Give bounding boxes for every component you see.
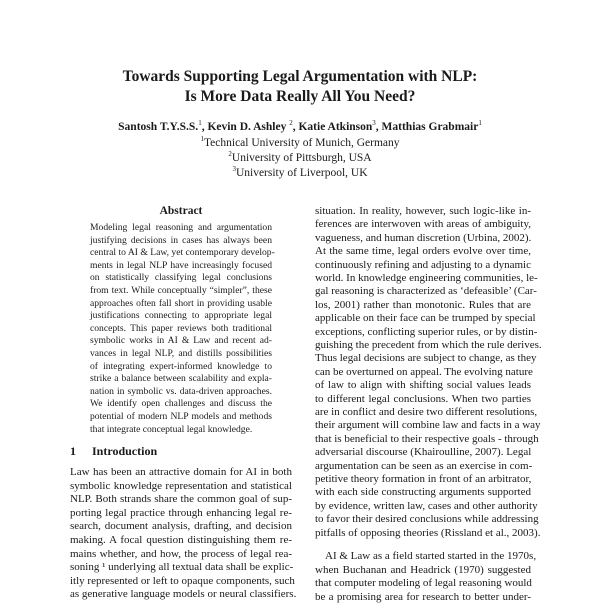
text-line: when Buchanan and Headrick (1970) suggested	[315, 563, 531, 576]
section-heading: 1 Introduction	[70, 444, 158, 458]
text-line: gal reasoning is characterized as ‘defeasible’ (Car-	[315, 285, 537, 298]
text-line: that is beneficial to their respective goals - through	[315, 432, 539, 445]
text-line: are in conflict and desire two different resolutions,	[315, 406, 538, 418]
text-line: that integrate conceptual legal knowledge.	[90, 423, 253, 435]
text-line: applicable on their face can be trumped by special	[315, 312, 536, 325]
text-line: from text. While conceptually “simpler”, these	[90, 285, 272, 296]
author: Katie Atkinson$^3$	[298, 119, 376, 133]
text-line: concepts. This paper reviews both traditional	[90, 322, 272, 334]
author-list: Santosh T.Y.S.S.$^1$, Kevin D. Ashley $^2$, Katie Atkinson$^3$, Matthias Grabmair$^1$	[118, 119, 482, 133]
text-line: ments in legal NLP have increasingly focused	[90, 259, 272, 271]
text-line: mains whether, and how, the process of legal rea-	[70, 547, 292, 560]
text-line: Thus legal decisions are subject to change, as they	[315, 352, 537, 365]
text-line: petitive theory formation in front of an arbitrator,	[315, 473, 532, 485]
text-line: AI & Law as a field started started in the 1970s,	[325, 550, 537, 562]
affiliation: $^3$University of Liverpool, UK	[232, 165, 368, 179]
text-line: symbolic knowledge representation and statistical	[70, 479, 292, 492]
author: Matthias Grabmair$^1$	[381, 119, 482, 133]
text-line: At the same time, legal orders evolve over time,	[315, 245, 531, 258]
text-line: NLP. Both strands share the common goal of sup-	[70, 493, 292, 506]
text-line: Modeling legal reasoning and argumentation	[90, 222, 272, 233]
text-line: Law has been an attractive domain for AI in both	[70, 466, 292, 478]
text-line: We identify open challenges and discuss the	[90, 398, 272, 410]
text-line: with each side constructing arguments supported	[315, 486, 531, 499]
text-line: by evidence, written law, cases and other authority	[315, 499, 538, 512]
text-line: nation in symbolic vs. data-driven approaches.	[90, 385, 272, 397]
text-line: world. In knowledge engineering communities, le-	[315, 272, 538, 284]
text-line: continuously refining and adjusting to a dynamic	[315, 258, 531, 271]
text-line: of integrating expert-informed knowledge to	[90, 360, 272, 372]
text-line: their argument will combine law and facts in a way	[315, 419, 541, 432]
text-line: making. A focal question distinguishing them re-	[70, 534, 292, 546]
text-line: that computer modeling of legal reasoning would	[315, 577, 532, 590]
text-line: vances in legal NLP, and distills possibilities	[90, 348, 272, 359]
text-line: central to AI & Law, yet contemporary develop-	[90, 247, 275, 259]
text-line: justifications connecting to appropriate legal	[90, 310, 272, 322]
text-line: be a promising area for research to better under-	[315, 590, 531, 603]
author: Kevin D. Ashley $^2$	[207, 119, 293, 133]
text-line: to favor their desired conclusions while addressing	[315, 513, 539, 526]
text-line: ferences are interwoven with areas of ambiguity,	[315, 218, 531, 231]
text-line: soning ¹ underlying all textual data shall be explic-	[70, 561, 294, 574]
text-line: porting legal practice through enhancing legal re-	[70, 506, 292, 519]
abstract-heading: Abstract	[159, 205, 203, 217]
text-line: los, 2001) rather than monotonic. Rules that are	[315, 298, 531, 311]
text-line: potential of modern NLP models and methods	[90, 411, 272, 422]
paper-title-line-2: Is More Data Really All You Need?	[184, 88, 416, 105]
author: Santosh T.Y.S.S.$^1$	[118, 119, 202, 133]
text-line: to different legal conclusions. When two parties	[315, 392, 531, 405]
text-line: argumentation can be seen as an exercise in com-	[315, 459, 533, 472]
text-line: guishing the precedent from which the rule derives.	[315, 339, 542, 351]
text-line: adversarial discourse (Khairoulline, 2007). Legal	[315, 446, 532, 459]
text-line: situation. In reality, however, such logic-like in-	[315, 205, 531, 217]
text-line: on statistically classifying legal conclusions	[90, 272, 272, 284]
text-line: justifying decisions in cases has always been	[90, 234, 272, 246]
text-line: of law to align with shifting social values leads	[315, 379, 531, 392]
text-line: search, document analysis, drafting, and decision	[70, 520, 292, 533]
text-line: as generative language models or neural classifiers.	[70, 588, 297, 601]
paper-title-line-1: Towards Supporting Legal Argumentation with NLP:	[122, 68, 478, 85]
affiliation: $^2$University of Pittsburgh, USA	[228, 150, 372, 164]
affiliation: $^1$Technical University of Munich, Germany	[200, 135, 400, 149]
text-line: exceptions, conflicting superior rules, or by distin-	[315, 325, 538, 338]
text-line: approaches often fall short in providing usable	[90, 297, 272, 309]
text-line: symbolic works in AI & Law and recent ad-	[90, 335, 272, 347]
text-line: strike a balance between scalability and expla-	[90, 373, 272, 385]
text-line: vagueness, and human discretion (Urbina, 2002).	[315, 231, 532, 244]
text-line: pitfalls of opposing theories (Rissland et al., 2003).	[315, 526, 541, 539]
text-line: can be overturned on appeal. The evolving nature	[315, 365, 533, 378]
text-line: itly represented or left to opaque components, such	[70, 574, 295, 587]
